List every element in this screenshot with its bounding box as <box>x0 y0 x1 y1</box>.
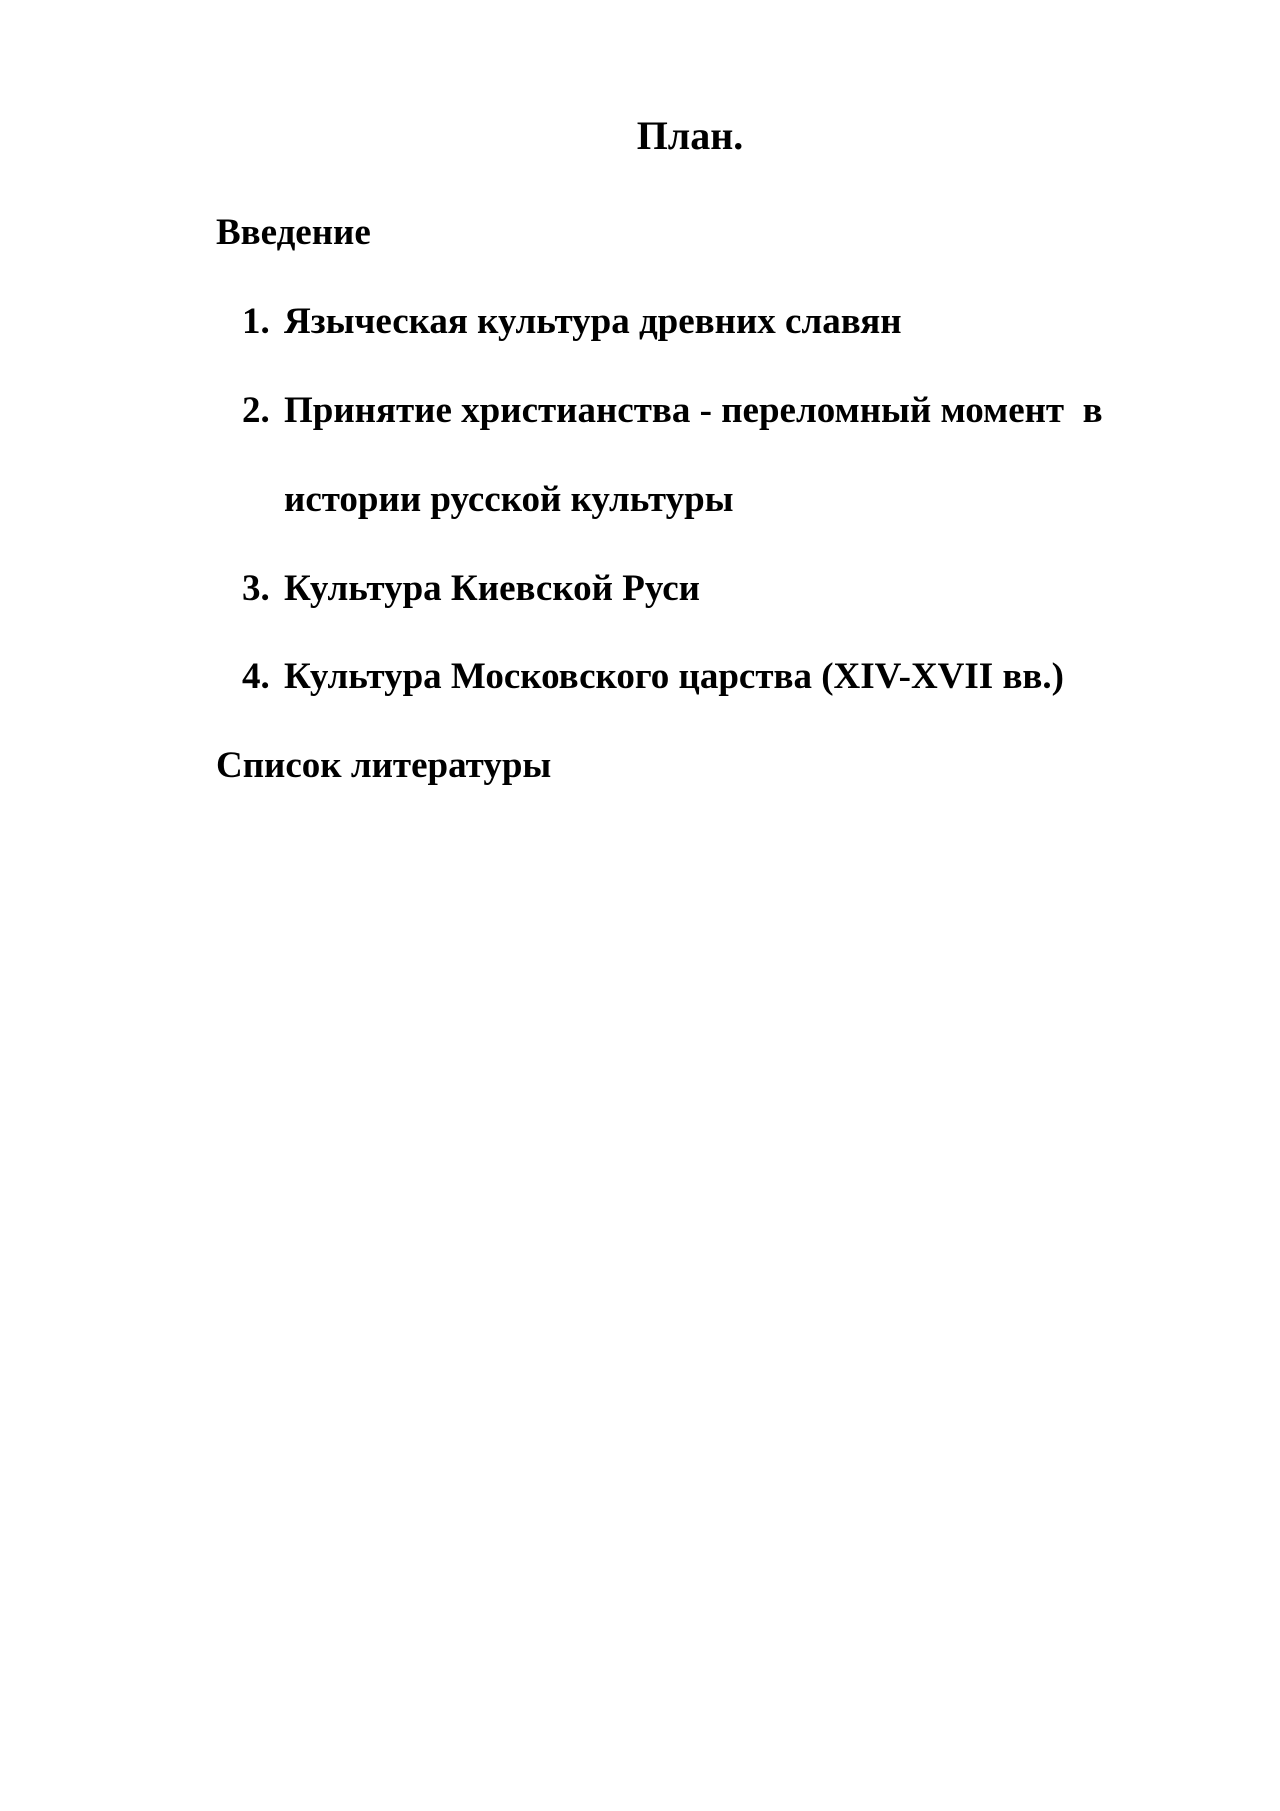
plan-item-text: Культура Киевской Руси <box>284 568 700 609</box>
plan-item-number: 2. <box>242 390 270 431</box>
plan-item-number: 1. <box>242 301 270 342</box>
page-title: План. <box>636 113 744 158</box>
plan-item-continuation: истории русской культуры <box>284 479 734 520</box>
bibliography-heading: Список литературы <box>216 745 552 786</box>
plan-item <box>242 300 902 344</box>
plan-item-text: Принятие христианства - переломный момент в <box>284 390 1103 431</box>
plan-item-number: 3. <box>242 568 270 609</box>
plan-item <box>242 389 1103 433</box>
plan-item-number: 4. <box>242 656 270 697</box>
plan-item <box>242 655 1064 699</box>
intro-heading: Введение <box>216 212 371 253</box>
plan-item-text: Языческая культура древних славян <box>284 301 902 342</box>
plan-item-text: Культура Московского царства (XIV-XVII вв.) <box>284 656 1064 697</box>
plan-item <box>242 567 700 611</box>
